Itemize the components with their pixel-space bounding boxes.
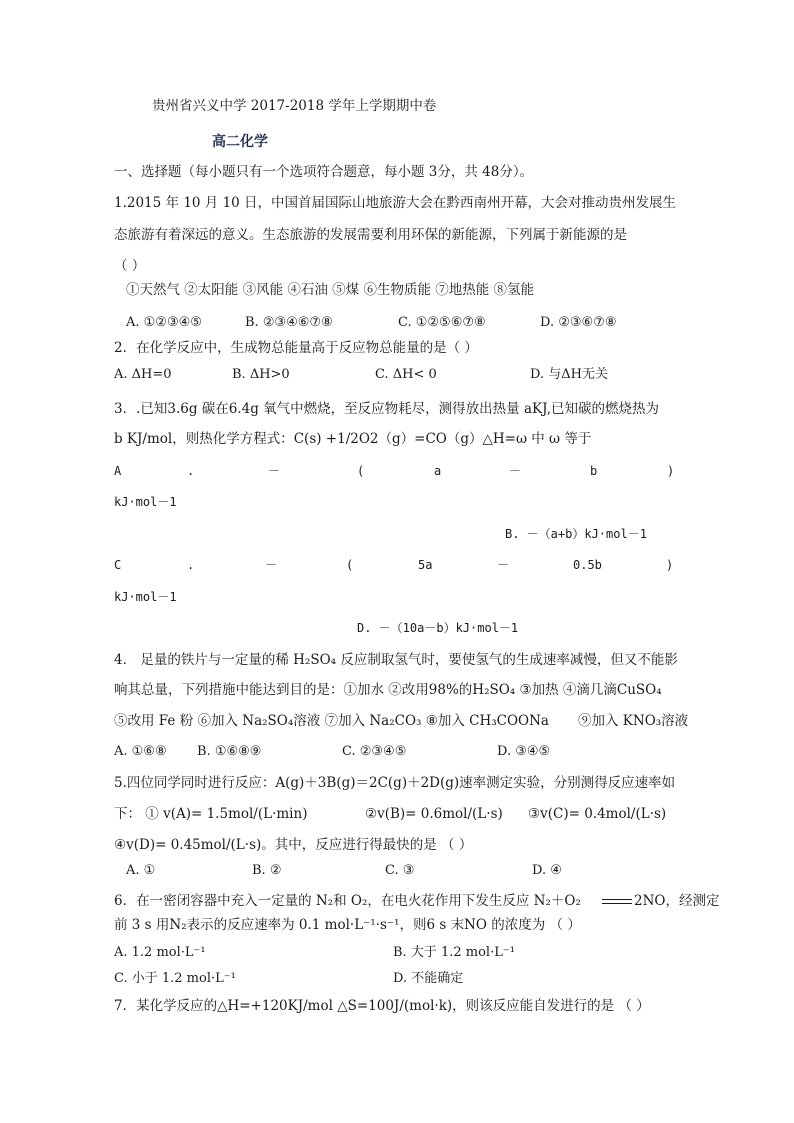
- q3-option-c-paren-right: ): [666, 558, 674, 572]
- q3-stem-line1: 3．.已知3.6g 碳在6.4g 氧气中燃烧，至反应物耗尽，测得放出热量 aKJ,已知碳的燃烧热为: [114, 401, 660, 417]
- q1-stem-line1: 1.2015 年 10 月 10 日，中国首届国际山地旅游大会在黔西南州开幕，大会对推动贵州发展生: [114, 195, 677, 211]
- q5-option-c: C. ③: [385, 863, 415, 878]
- q3-option-a-paren-right: ): [667, 464, 675, 478]
- q3-option-d: D. －（10a－b）kJ·mol－1: [357, 621, 519, 635]
- q4-option-b: B. ①⑥⑧⑨: [197, 744, 262, 759]
- q3-option-a-letter: A: [114, 464, 122, 478]
- q4-stem-line3a: ⑤改用 Fe 粉 ⑥加入 Na₂SO₄溶液 ⑦加入 Na₂CO₃ ⑧加入 CH₃COONa: [114, 713, 549, 729]
- q4-stem-line3b: ⑨加入 KNO₃溶液: [578, 713, 689, 729]
- q3-stem-line2: b KJ/mol，则热化学方程式：C(s) +1/2O2（g）=CO（g）△H=ω 中 ω 等于: [114, 431, 592, 447]
- q5-rate-1: 下： ① v(A)= 1.5mol/(L·min): [114, 806, 308, 822]
- q3-option-c-letter: C: [114, 558, 122, 572]
- q5-stem-line3: ④v(D)= 0.45mol/(L·s)。其中，反应进行得最快的是 （ ）: [114, 837, 473, 853]
- q5-option-d: D. ④: [532, 863, 562, 878]
- q5-option-b: B. ②: [252, 863, 282, 878]
- q1-items: ①天然气 ②太阳能 ③风能 ④石油 ⑤煤 ⑥生物质能 ⑦地热能 ⑧氢能: [126, 282, 535, 298]
- q3-option-a-unit: kJ·mol－1: [114, 495, 177, 509]
- q3-option-b: B. －（a+b）kJ·mol－1: [505, 527, 647, 541]
- q3-option-a-dot: .: [187, 464, 195, 478]
- q2-option-c: C. ΔH< 0: [375, 367, 437, 382]
- q4-option-a: A. ①⑥⑧: [114, 744, 167, 759]
- q2-option-a: A. ΔH=0: [114, 367, 172, 382]
- equilibrium-arrow-icon: [602, 897, 632, 907]
- q5-stem-line1: 5.四位同学同时进行反应：A(g)＋3B(g)＝2C(g)＋2D(g)速率测定实验，分别测得反应速率如: [114, 775, 676, 791]
- q2-option-b: B. ΔH>0: [232, 367, 290, 382]
- subject-title: 高二化学: [212, 134, 268, 150]
- q6-stem-line2: 前 3 s 用N₂表示的反应速率为 0.1 mol·L⁻¹·s⁻¹，则6 s 末NO 的浓度为 （ ）: [114, 917, 581, 933]
- q6-option-b: B. 大于 1.2 mol·L⁻¹: [393, 945, 515, 960]
- exam-title: 贵州省兴义中学 2017-2018 学年上学期期中卷: [152, 98, 437, 114]
- q3-option-c-05b: 0.5b: [573, 558, 602, 572]
- q5-rate-2: ②v(B)= 0.6mol/(L·s): [365, 806, 503, 822]
- q3-option-a-minus2: －: [509, 464, 522, 478]
- q3-option-c-5a: 5a: [418, 558, 433, 572]
- q1-option-a: A. ①②③④⑤: [126, 315, 202, 330]
- q3-option-c-paren-left: (: [346, 558, 354, 572]
- q6-option-d: D. 不能确定: [393, 971, 464, 986]
- q3-option-c-minus2: －: [497, 558, 510, 572]
- section-heading: 一、选择题（每小题只有一个选项符合题意，每小题 3分，共 48分）。: [114, 164, 534, 180]
- q7-stem: 7．某化学反应的△H=+120KJ/mol △S=100J/(mol·k)，则该反应能自发进行的是 （ ）: [114, 998, 650, 1014]
- q2-option-d: D. 与ΔH无关: [530, 367, 608, 382]
- q5-rate-3: ③v(C)= 0.4mol/(L·s): [528, 806, 667, 822]
- q5-option-a: A. ①: [126, 863, 156, 878]
- q4-option-d: D. ③④⑤: [497, 744, 551, 759]
- q4-option-c: C. ②③④⑤: [342, 744, 407, 759]
- q6-option-c: C. 小于 1.2 mol·L⁻¹: [114, 971, 236, 986]
- q3-option-a-a: a: [434, 464, 442, 478]
- q6-stem-line1a: 6．在一密闭容器中充入一定量的 N₂和 O₂，在电火花作用下发生反应 N₂＋O₂: [114, 893, 581, 909]
- q3-option-c-dot: .: [187, 558, 195, 572]
- q6-stem-line1b: 2NO，经测定: [634, 893, 720, 909]
- q1-option-c: C. ①②⑤⑥⑦⑧: [398, 315, 486, 330]
- q3-option-c-unit: kJ·mol－1: [114, 590, 177, 604]
- q2-stem: 2．在化学反应中，生成物总能量高于反应物总能量的是（ ）: [114, 340, 478, 356]
- q1-option-b: B. ②③④⑥⑦⑧: [245, 315, 333, 330]
- q1-option-d: D. ②③⑥⑦⑧: [540, 315, 617, 330]
- q1-answer-blank: （ ）: [114, 258, 146, 274]
- q4-stem-line1: 4． 足量的铁片与一定量的稀 H₂SO₄ 反应制取氢气时，要使氢气的生成速率减慢，但又不能影: [114, 652, 678, 668]
- q4-stem-line2: 响其总量，下列措施中能达到目的是：①加水 ②改用98%的H₂SO₄ ③加热 ④滴几滴CuSO₄: [114, 682, 662, 698]
- q3-option-a-b: b: [590, 464, 598, 478]
- q1-stem-line2: 态旅游有着深远的意义。生态旅游的发展需要利用环保的新能源，下列属于新能源的是: [114, 227, 627, 243]
- q3-option-c-minus: －: [265, 558, 278, 572]
- q6-option-a: A. 1.2 mol·L⁻¹: [114, 945, 206, 960]
- q3-option-a-paren-left: (: [357, 464, 365, 478]
- q3-option-a-minus: －: [268, 464, 281, 478]
